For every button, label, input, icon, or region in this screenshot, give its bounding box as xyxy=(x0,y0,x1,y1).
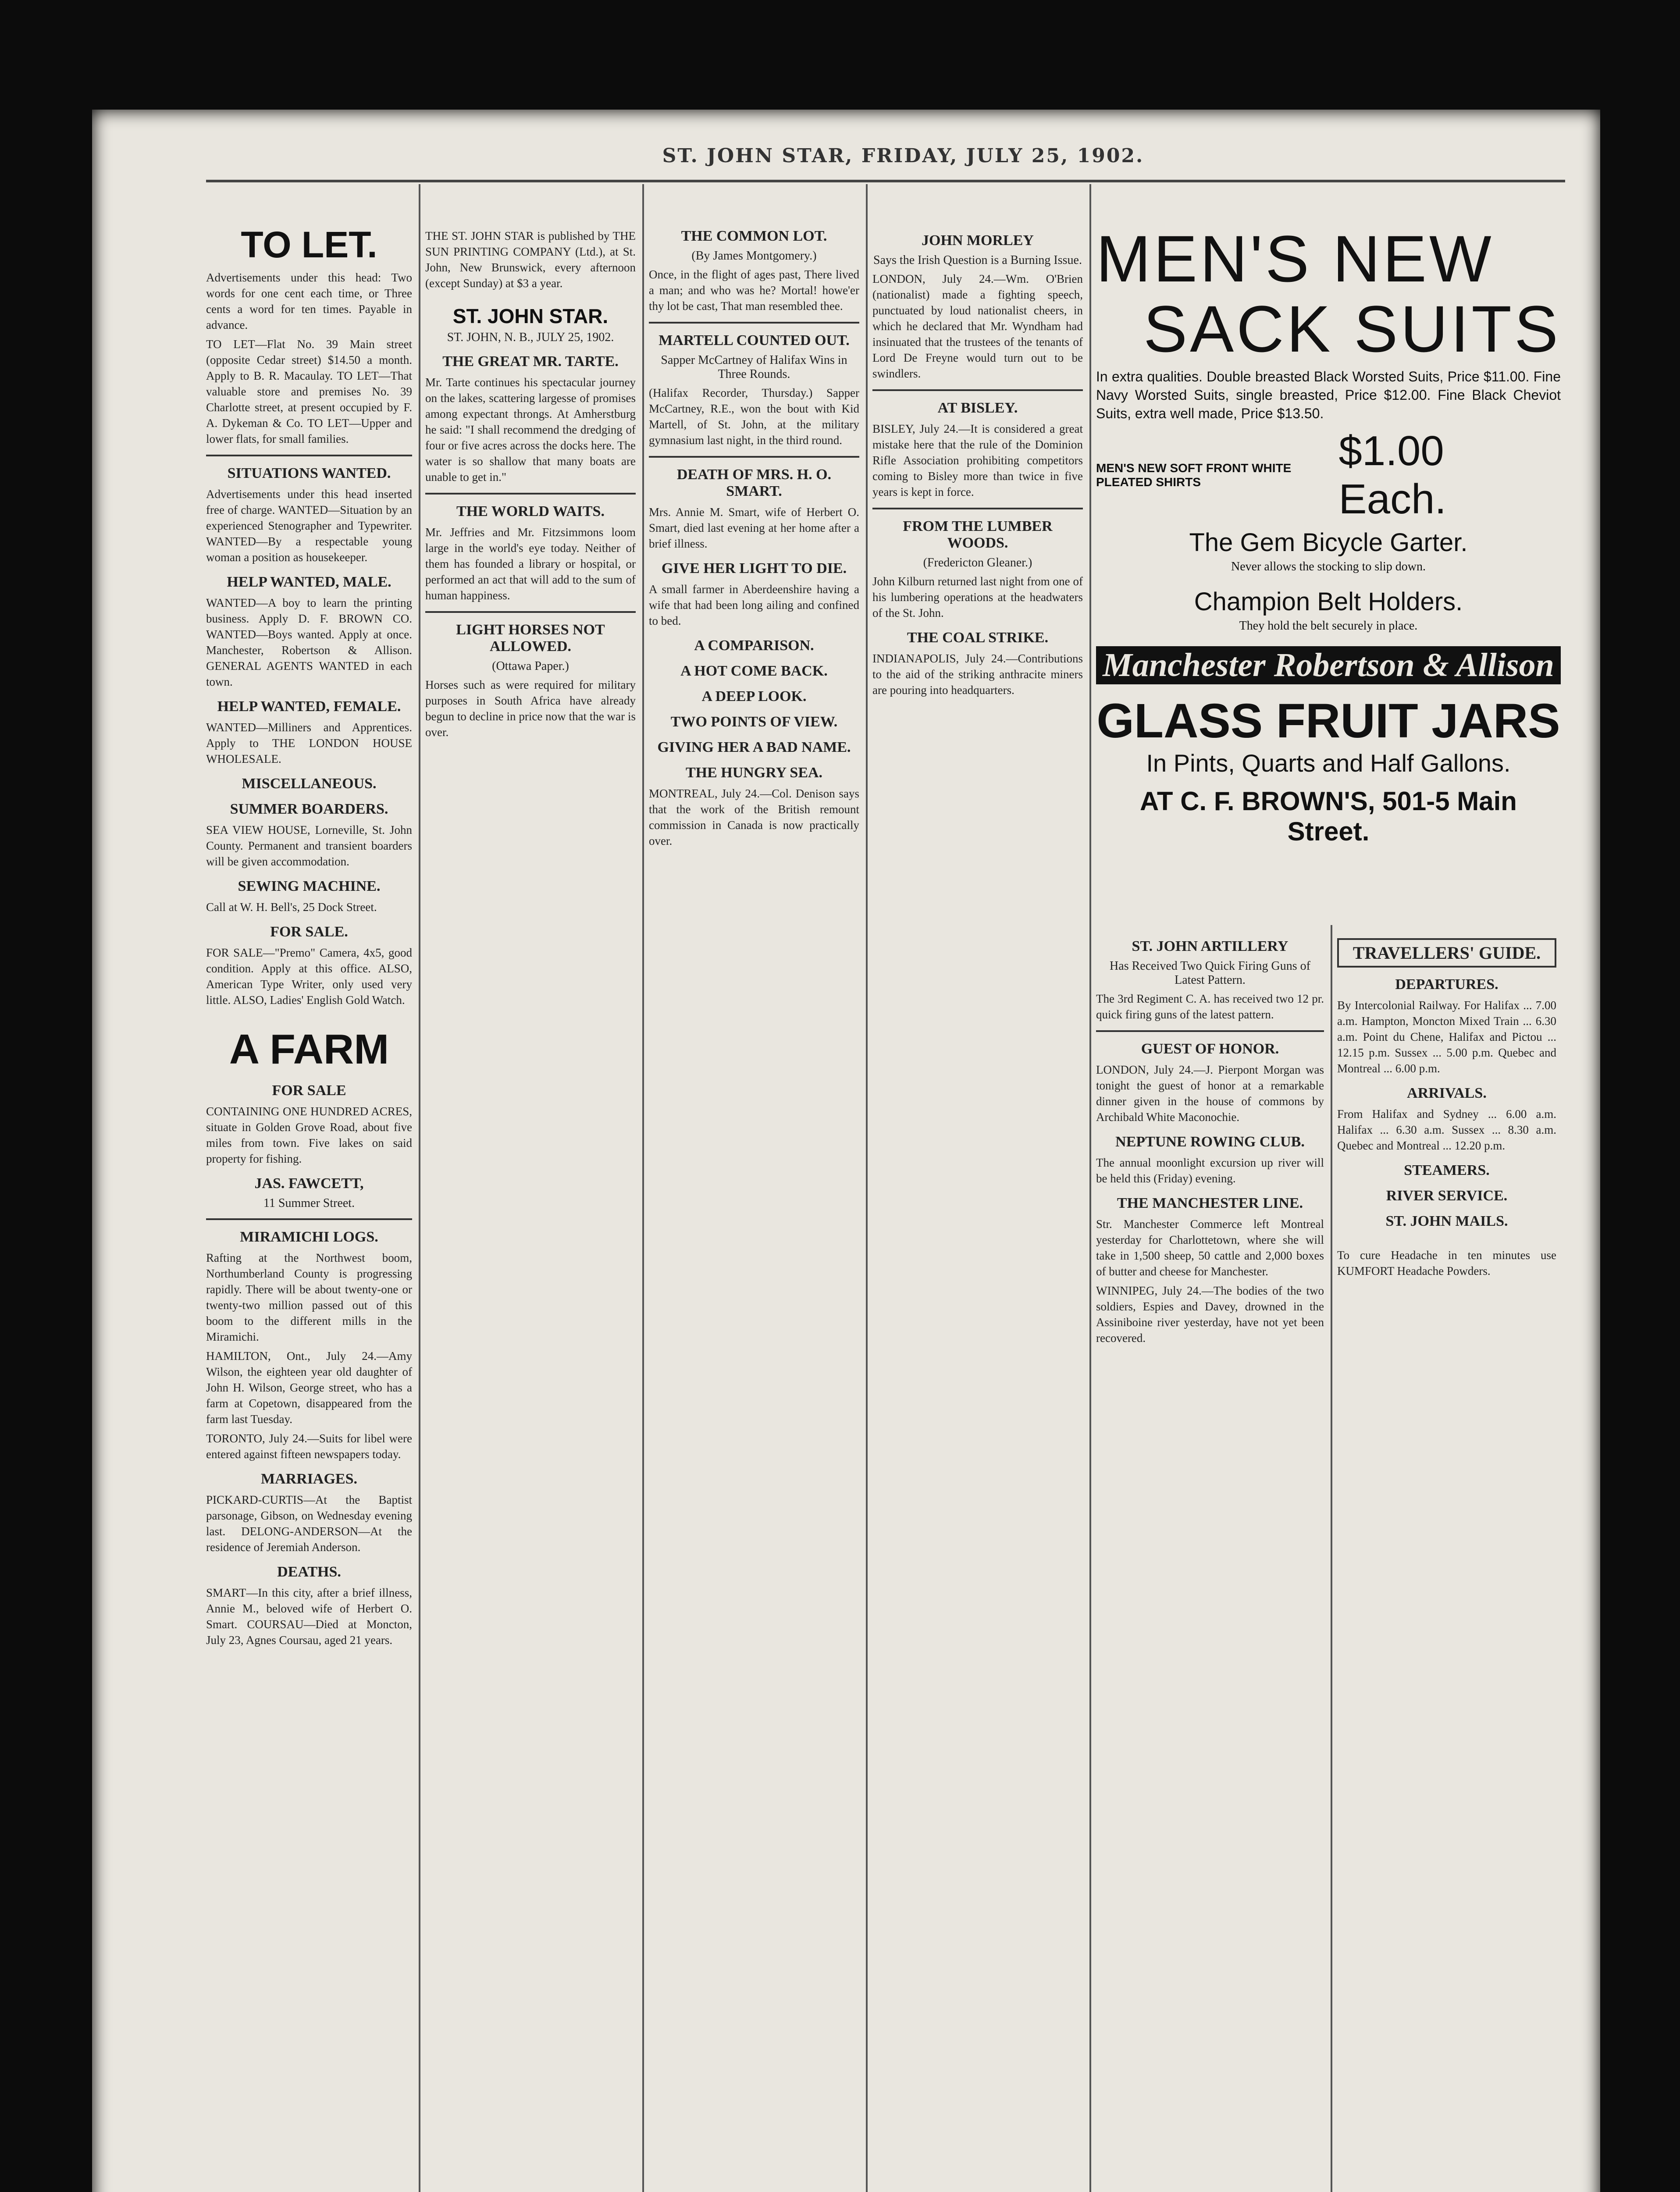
light-horse-title: LIGHT HORSES NOT ALLOWED. xyxy=(456,622,605,655)
column-divider xyxy=(419,184,420,2192)
garter-title: The Gem Bicycle Garter. xyxy=(1189,528,1468,557)
arrivals-title: ARRIVALS. xyxy=(1407,1085,1487,1101)
hamilton-body: HAMILTON, Ont., July 24.—Amy Wilson, the eighteen year old daughter of John H. Wilson, George street, who has a farm at Copetown, disappeared from the farm last Tuesday. xyxy=(206,1349,412,1426)
river-title: RIVER SERVICE. xyxy=(1386,1188,1508,1204)
comeback-title: A HOT COME BACK. xyxy=(680,663,828,679)
column-6 xyxy=(1337,929,1556,2192)
artillery-body: The 3rd Regiment C. A. has received two 12 pr. quick firing guns of the latest pattern. xyxy=(1096,992,1324,1021)
belt-title: Champion Belt Holders. xyxy=(1194,587,1463,616)
morley-title: JOHN MORLEY xyxy=(922,232,1034,249)
departures-title: DEPARTURES. xyxy=(1395,976,1498,993)
summer-title: SUMMER BOARDERS. xyxy=(230,801,388,817)
misc-title: MISCELLANEOUS. xyxy=(242,776,377,792)
masthead: ST. JOHN STAR, FRIDAY, JULY 25, 1902. xyxy=(662,145,1144,167)
sewing-body: Call at W. H. Bell's, 25 Dock Street. xyxy=(206,900,377,914)
situations-body: Advertisements under this head inserted free of charge. WANTED—Situation by an experienced Stenographer and Typewriter. WANTED—By a respectable young woman a position as housekeeper. xyxy=(206,488,412,564)
column-4 xyxy=(872,184,1083,2192)
light-horse-sub: (Ottawa Paper.) xyxy=(492,659,569,673)
lumber-sub: (Fredericton Gleaner.) xyxy=(923,556,1032,569)
world-waits-body: Mr. Jeffries and Mr. Fitzsimmons loom large in the world's eye today. Neither of them has founded a library or hospital, or performed an act that will add to the sum of human happiness. xyxy=(425,526,636,602)
hungry-title: THE HUNGRY SEA. xyxy=(685,765,823,781)
section-rule xyxy=(649,322,859,324)
martell-body: (Halifax Recorder, Thursday.) Sapper McCartney, R.E., won the bout with Kid Martell, of St. John, at the military gymnasium last night, in the third round. xyxy=(649,386,859,447)
miramichi-body: Rafting at the Northwest boom, Northumberland County is progressing rapidly. There will be about twenty-one or twenty-two million passed out of this boom to the different mills in the Miramichi. xyxy=(206,1251,412,1343)
deaths-body: SMART—In this city, after a brief illness, Annie M., beloved wife of Herbert O. Smart. COURSAU—Died at Moncton, July 23, Agnes Coursau, aged 21 years. xyxy=(206,1586,412,1647)
situations-title: SITUATIONS WANTED. xyxy=(227,465,391,481)
section-rule xyxy=(872,389,1083,391)
miramichi-title: MIRAMICHI LOGS. xyxy=(240,1229,378,1245)
common-lot-sub: (By James Montgomery.) xyxy=(691,249,817,263)
to-let-body: TO LET—Flat No. 39 Main street (opposite Cedar street) $14.50 a month. Apply to B. R. Macaulay. TO LET—That valuable store and premises No. 39 Charlotte street, at present occupied by F. A. Dykeman & Co. TO LET—Upper and lower flats, for small families. xyxy=(206,338,412,445)
manchester-body: Str. Manchester Commerce left Montreal yesterday for Charlottetown, where she will take in 1,500 sheep, 50 cattle and 2,000 boxes of butter and cheese for Manchester. xyxy=(1096,1217,1324,1278)
farm-sub: FOR SALE xyxy=(272,1082,346,1099)
to-let-title: TO LET. xyxy=(241,224,377,265)
suits-body: In extra qualities. Double breasted Black Worsted Suits, Price $11.00. Fine Navy Worsted Suits, single breasted, Price $12.00. Fine Black Cheviot Suits, extra well made, Price $13.50. xyxy=(1096,369,1561,421)
coal-title: THE COAL STRIKE. xyxy=(907,630,1049,646)
toronto-body: TORONTO, July 24.—Suits for libel were entered against fifteen newspapers today. xyxy=(206,1432,412,1461)
publisher-note: THE ST. JOHN STAR is published by THE SUN PRINTING COMPANY (Ltd.), at St. John, New Brunswick, every afternoon (except Sunday) at $3 a year. xyxy=(425,229,636,290)
dateline: ST. JOHN, N. B., JULY 25, 1902. xyxy=(447,331,614,344)
column-divider xyxy=(1331,925,1332,2192)
arrivals-body: From Halifax and Sydney ... 6.00 a.m. Halifax ... 6.30 a.m. Sussex ... 8.30 a.m. Quebec and Montreal ... 12.20 p.m. xyxy=(1337,1107,1556,1152)
marriages-body: PICKARD-CURTIS—At the Baptist parsonage, Gibson, on Wednesday evening last. DELONG-ANDERSON—At the residence of Jeremiah Anderson. xyxy=(206,1493,412,1554)
montreal-body: MONTREAL, July 24.—Col. Denison says that the work of the British remount commission in Canada is now practically over. xyxy=(649,787,859,847)
farm-body: CONTAINING ONE HUNDRED ACRES, situate in Golden Grove Road, about five miles from town. Five lakes on said property for fishing. xyxy=(206,1105,412,1165)
shirts-row xyxy=(1096,427,1561,523)
marriages-title: MARRIAGES. xyxy=(260,1471,358,1487)
section-rule xyxy=(425,611,636,613)
jars-sub: In Pints, Quarts and Half Gallons. xyxy=(1146,749,1511,777)
help-male-body: WANTED—A boy to learn the printing business. Apply D. F. BROWN CO. WANTED—Boys wanted. Apply at once. Manchester, Robertson & Allison. GENERAL AGENTS WANTED in each town. xyxy=(206,596,412,688)
common-lot-body: Once, in the flight of ages past, There lived a man; and who was he? Mortal! howe'er thy lot be cast, That man resembled thee. xyxy=(649,268,859,313)
deaths-title: DEATHS. xyxy=(277,1564,341,1580)
summer-body: SEA VIEW HOUSE, Lorneville, St. John County. Permanent and transient boarders will be given accommodation. xyxy=(206,823,412,868)
section-rule xyxy=(872,508,1083,509)
world-waits-title: THE WORLD WAITS. xyxy=(456,503,605,520)
rowing-title: NEPTUNE ROWING CLUB. xyxy=(1115,1134,1305,1150)
section-rule xyxy=(649,456,859,458)
two-points-title: TWO POINTS OF VIEW. xyxy=(670,714,838,730)
deep-title: A DEEP LOOK. xyxy=(701,688,807,705)
suits-line2: SACK SUITS xyxy=(1143,292,1561,366)
belt-sub: They hold the belt securely in place. xyxy=(1239,619,1418,633)
sewing-title: SEWING MACHINE. xyxy=(238,878,381,894)
help-female-title: HELP WANTED, FEMALE. xyxy=(217,698,401,715)
section-rule xyxy=(206,1218,412,1220)
shirts-label: MEN'S NEW SOFT FRONT WHITE PLEATED SHIRTS xyxy=(1096,461,1292,489)
footer-ad: To cure Headache in ten minutes use KUMFORT Headache Powders. xyxy=(1337,1249,1556,1277)
lumber-title: FROM THE LUMBER WOODS. xyxy=(903,518,1053,551)
firm-name: Manchester Robertson & Allison xyxy=(1096,646,1561,684)
departures-body: By Intercolonial Railway. For Halifax ... 7.00 a.m. Hampton, Moncton Mixed Train ... 6.30 a.m. Point du Chene, Halifax and Pictou ... 12.15 p.m. Sussex ... 5.00 p.m. Quebec and Montreal ... 6.00 p.m. xyxy=(1337,999,1556,1075)
column-divider xyxy=(1089,184,1091,2192)
tarte-body: Mr. Tarte continues his spectacular journey on the lakes, scattering largesse of promises among expectant throngs. At Amherstburg he said: "I shall recommend the dredging of four or five acres across the docks here. The water is so shallow that many boats are unable to get in." xyxy=(425,376,636,484)
guide-title: TRAVELLERS' GUIDE. xyxy=(1337,938,1556,968)
to-let-note: Advertisements under this head: Two words for one cent each time, or Three cents a word for ten times. Payable in advance. xyxy=(206,271,412,331)
light-horse-body: Horses such as were required for military purposes in South Africa have already begun to decline in price now that the war is over. xyxy=(425,678,636,739)
column-1 xyxy=(206,184,412,2192)
coal-body: INDIANAPOLIS, July 24.—Contributions to the aid of the striking anthracite miners are pouring into headquarters. xyxy=(872,652,1083,697)
death-title: DEATH OF MRS. H. O. SMART. xyxy=(676,466,832,499)
for-sale-title: FOR SALE. xyxy=(270,924,348,940)
bisley-body: BISLEY, July 24.—It is considered a great mistake here that the rule of the Dominion Rifle Association prohibiting competitors coming to Bisley more than twice in five years is kept in force. xyxy=(872,422,1083,498)
comparison-title: A COMPARISON. xyxy=(694,637,814,654)
paper-title: ST. JOHN STAR. xyxy=(452,305,609,327)
morley-body: LONDON, July 24.—Wm. O'Brien (nationalist) made a fighting speech, punctuated by loud nationalist cheers, in which he declared that Mr. Wyndham had insinuated that the trustees of the tenants of Lord De Freyne would turn out to be swindlers. xyxy=(872,272,1083,380)
martell-title: MARTELL COUNTED OUT. xyxy=(658,332,850,349)
guest-title: GUEST OF HONOR. xyxy=(1141,1041,1279,1057)
column-divider xyxy=(642,184,644,2192)
garter-sub: Never allows the stocking to slip down. xyxy=(1231,560,1426,573)
column-3 xyxy=(649,184,859,2192)
artillery-title: ST. JOHN ARTILLERY xyxy=(1132,938,1288,954)
guest-body: LONDON, July 24.—J. Pierpont Morgan was tonight the guest of honor at a remarkable dinner given in the house of commons by Archibald White Maconochie. xyxy=(1096,1063,1324,1124)
help-female-body: WANTED—Milliners and Apprentices. Apply to THE LONDON HOUSE WHOLESALE. xyxy=(206,721,412,765)
ad-block xyxy=(1096,224,1561,925)
farm-title: A FARM xyxy=(229,1026,389,1073)
jars-store: AT C. F. BROWN'S, 501-5 Main Street. xyxy=(1140,786,1517,846)
column-5 xyxy=(1096,929,1324,2192)
column-divider xyxy=(866,184,868,2192)
for-sale-body: FOR SALE—"Premo" Camera, 4x5, good condition. Apply at this office. ALSO, American Type Writer, only used very little. ALSO, Ladies' English Gold Watch. xyxy=(206,946,412,1007)
help-male-title: HELP WANTED, MALE. xyxy=(227,574,392,590)
light-title: GIVE HER LIGHT TO DIE. xyxy=(661,560,847,576)
artillery-sub: Has Received Two Quick Firing Guns of Latest Pattern. xyxy=(1110,959,1310,987)
bisley-title: AT BISLEY. xyxy=(937,400,1018,416)
farm-address: 11 Summer Street. xyxy=(263,1196,355,1210)
lumber-body: John Kilburn returned last night from one of his lumbering operations at the headwaters of the St. John. xyxy=(872,575,1083,619)
tarte-title: THE GREAT MR. TARTE. xyxy=(442,353,619,370)
jars-title: GLASS FRUIT JARS xyxy=(1096,694,1560,748)
section-rule xyxy=(1096,1030,1324,1032)
suits-line1: MEN'S NEW xyxy=(1096,224,1494,295)
shirts-price: $1.00 Each. xyxy=(1338,427,1447,523)
light-body: A small farmer in Aberdeenshire having a wife that had been long ailing and confined to bed. xyxy=(649,583,859,627)
morley-sub: Says the Irish Question is a Burning Issue. xyxy=(873,253,1082,267)
martell-sub: Sapper McCartney of Halifax Wins in Three Rounds. xyxy=(661,353,847,381)
column-2 xyxy=(425,184,636,2192)
rowing-body: The annual moonlight excursion up river will be held this (Friday) evening. xyxy=(1096,1156,1324,1185)
farm-contact: JAS. FAWCETT, xyxy=(254,1175,364,1192)
winnipeg-body: WINNIPEG, July 24.—The bodies of the two soldiers, Espies and Davey, drowned in the Assiniboine river yesterday, have not yet been recovered. xyxy=(1096,1284,1324,1345)
mails-title: ST. JOHN MAILS. xyxy=(1385,1213,1508,1229)
common-lot-title: THE COMMON LOT. xyxy=(681,228,827,244)
bad-name-title: GIVING HER A BAD NAME. xyxy=(657,739,851,755)
steamers-title: STEAMERS. xyxy=(1404,1162,1490,1178)
section-rule xyxy=(206,455,412,456)
manchester-title: THE MANCHESTER LINE. xyxy=(1117,1195,1303,1211)
section-rule xyxy=(425,493,636,495)
masthead-rule xyxy=(206,180,1565,182)
death-body: Mrs. Annie M. Smart, wife of Herbert O. Smart, died last evening at her home after a brief illness. xyxy=(649,505,859,550)
